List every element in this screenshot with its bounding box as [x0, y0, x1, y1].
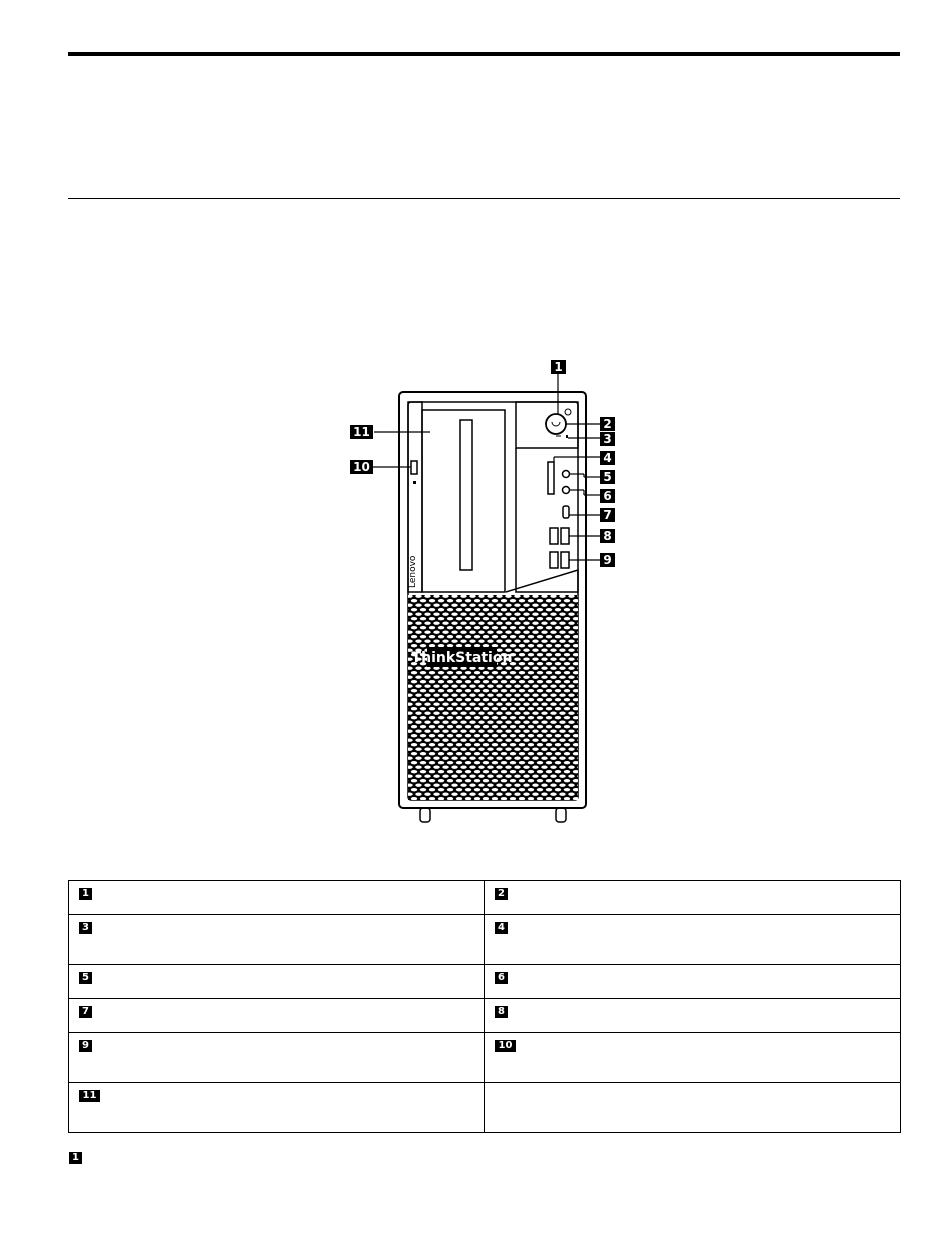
- callout-7: 7: [600, 508, 615, 522]
- legend-marker: 5: [79, 972, 92, 984]
- callout-10: 10: [350, 460, 373, 474]
- power-button[interactable]: [546, 414, 566, 434]
- legend-cell: [69, 1083, 485, 1133]
- legend-marker: 6: [495, 972, 508, 984]
- callout-6: 6: [600, 489, 615, 503]
- legend-cell: [485, 999, 901, 1033]
- legend-cell: [485, 965, 901, 999]
- legend-cell: [485, 915, 901, 965]
- table-row: [69, 965, 901, 999]
- legend-marker: 8: [495, 1006, 508, 1018]
- callout-3: 3: [600, 432, 615, 446]
- legend-cell: [69, 965, 485, 999]
- table-row: [69, 1033, 901, 1083]
- legend-cell: [69, 1033, 485, 1083]
- legend-marker: 4: [495, 922, 508, 934]
- legend-cell: [69, 881, 485, 915]
- legend-cell: [485, 1033, 901, 1083]
- legend-marker: 2: [495, 888, 508, 900]
- legend-marker: 10: [495, 1040, 516, 1052]
- power-indicator: [566, 435, 568, 438]
- left-foot: [420, 808, 430, 822]
- legend-table: [68, 880, 901, 1133]
- legend-marker: 3: [79, 922, 92, 934]
- callout-4: 4: [600, 451, 615, 465]
- thinkstation-logo: ThinkStation: [411, 650, 513, 666]
- callout-8: 8: [600, 529, 615, 543]
- callout-1: 1: [551, 360, 566, 374]
- legend-cell: [485, 881, 901, 915]
- table-row: [69, 1083, 901, 1133]
- brand-label: Lenovo: [408, 555, 418, 588]
- footnote-marker: 1: [69, 1152, 82, 1164]
- callout-11: 11: [350, 425, 373, 439]
- legend-cell-empty: [485, 1083, 901, 1133]
- legend-marker: 1: [79, 888, 92, 900]
- legend-cell: [69, 999, 485, 1033]
- callout-9: 9: [600, 553, 615, 567]
- legend-marker: 11: [79, 1090, 100, 1102]
- table-row: [69, 999, 901, 1033]
- callout-5: 5: [600, 470, 615, 484]
- callout-2: 2: [600, 417, 615, 431]
- legend-marker: 7: [79, 1006, 92, 1018]
- legend-marker: 9: [79, 1040, 92, 1052]
- table-row: [69, 881, 901, 915]
- front-grille: [408, 595, 578, 800]
- table-row: [69, 915, 901, 965]
- drive-activity-led: [413, 481, 416, 484]
- legend-cell: [69, 915, 485, 965]
- right-foot: [556, 808, 566, 822]
